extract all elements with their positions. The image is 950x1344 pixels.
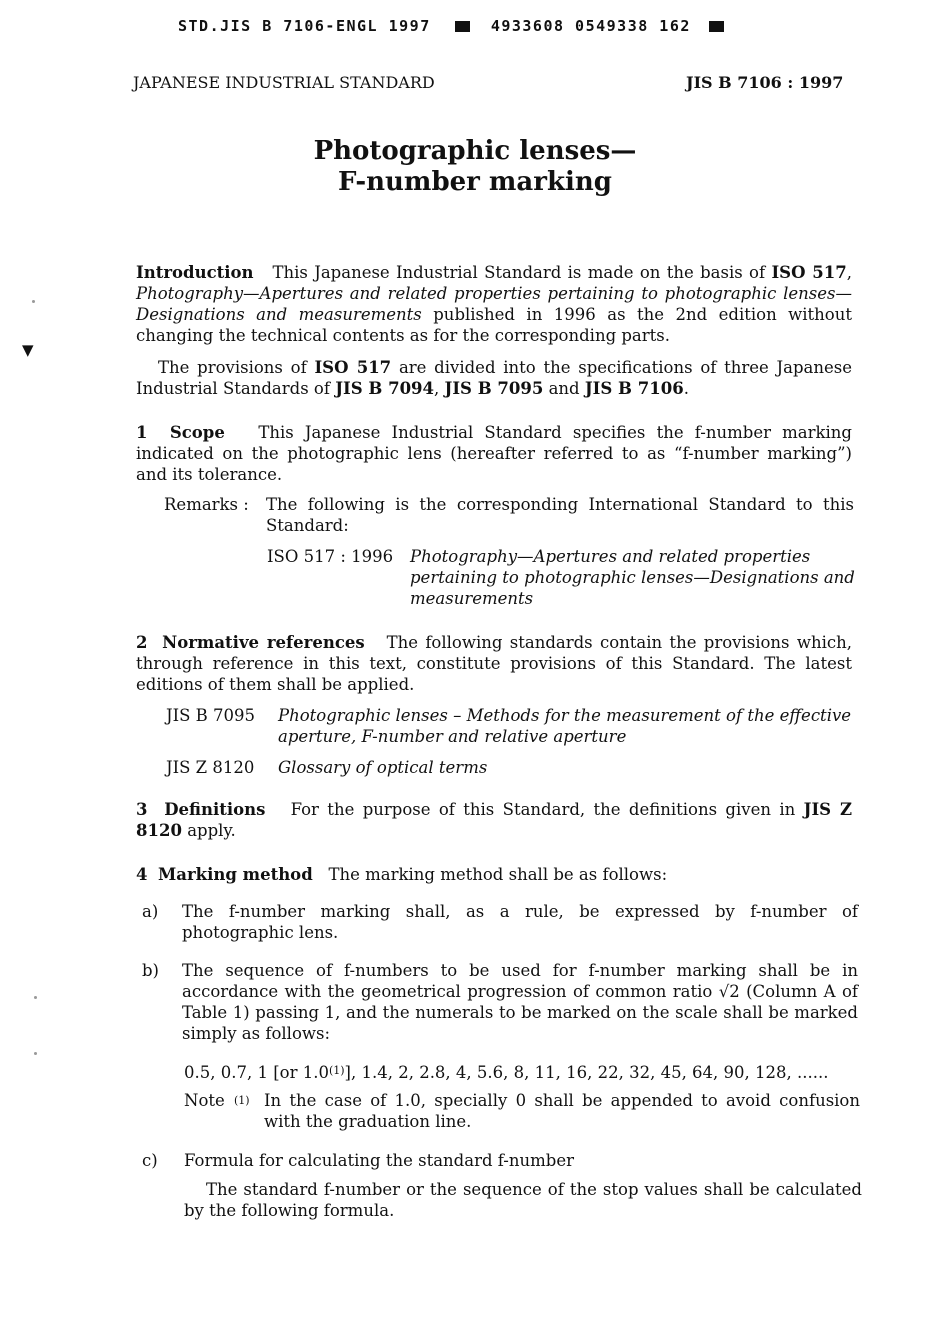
sequence-rest: ], 1.4, 2, 2.8, 4, 5.6, 8, 11, 16, 22, 32, 45, 64, 90, 128, ...... xyxy=(344,1063,829,1082)
standard-type: JAPANESE INDUSTRIAL STANDARD xyxy=(133,73,435,92)
normative-ref-id: JIS B 7095 xyxy=(166,706,256,725)
scope-text: This Japanese Industrial Standard specifies the f-number marking indicated on the photographic lens (hereafter referred to as “f-number marking”) and its tolerance. xyxy=(136,423,852,484)
sequence-start: 0.5, 0.7, 1 [or 1.0 xyxy=(184,1063,329,1082)
introduction-text-end: published in 1996 as the 2nd edition without changing the technical contents as for the corresponding parts. xyxy=(136,305,852,345)
definitions-paragraph xyxy=(136,799,852,841)
iso-reference: ISO 517 xyxy=(771,263,847,282)
normative-text: The following standards contain the provisions which, through reference in this text, constitute provisions of this Standard. The latest editions of them shall be applied. xyxy=(136,633,852,694)
list-item xyxy=(142,901,858,943)
scope-heading: Scope xyxy=(169,423,225,442)
document-code: STD.JIS B 7106-ENGL 1997 xyxy=(178,17,431,35)
scope-number: 1 xyxy=(136,423,148,442)
introduction-text: This Japanese Industrial Standard is made on the basis of xyxy=(272,263,766,282)
remarks-text: The following is the corresponding International Standard to this Standard: xyxy=(266,495,854,535)
intro2-std-1: JIS B 7094 xyxy=(335,379,435,398)
normative-ref-item xyxy=(166,757,856,778)
definitions-number: 3 xyxy=(136,800,148,819)
normative-ref-title: Glossary of optical terms xyxy=(278,758,488,777)
scope-remarks xyxy=(164,494,854,536)
scan-speck xyxy=(34,1052,37,1055)
fnumber-sequence xyxy=(184,1060,864,1083)
intro2-end: . xyxy=(683,379,689,398)
definitions-heading: Definitions xyxy=(164,800,266,819)
normative-number: 2 xyxy=(136,633,148,652)
document-code-line xyxy=(178,16,724,37)
note-number: (1) xyxy=(234,1094,250,1107)
standard-id: JIS B 7106 : 1997 xyxy=(686,73,844,92)
sequence-footnote-ref: (1) xyxy=(328,1064,345,1077)
normative-ref-list xyxy=(166,705,856,778)
remarks-label: Remarks : xyxy=(164,495,249,514)
definitions-text: For the purpose of this Standard, the definitions given in xyxy=(290,800,796,819)
intro2-text-mid: are divided into the specifications of three Japanese Industrial Standards of xyxy=(136,358,853,398)
barcode-block-icon xyxy=(455,21,470,32)
introduction-heading: Introduction xyxy=(136,263,254,282)
document-barcode-number: 4933608 0549338 162 xyxy=(490,17,691,35)
scope-ref-id: ISO 517 : 1996 xyxy=(267,547,394,566)
intro2-text: The provisions of xyxy=(158,358,307,377)
page-title xyxy=(0,136,950,198)
intro2-std-2: JIS B 7095 xyxy=(444,379,544,398)
list-item-text: The sequence of f-numbers to be used for f-number marking shall be in accordance with the geometrical progression of common ratio √2 (Column A of Table 1) passing 1, and the numerals to be marked on the scale shall be marked simply as follows: xyxy=(182,961,858,1043)
title-line-2: F-number marking xyxy=(338,167,612,197)
scope-iso-reference xyxy=(267,546,855,609)
scan-speck xyxy=(32,300,35,303)
marking-number: 4 xyxy=(136,865,148,884)
list-item-text: Formula for calculating the standard f-number xyxy=(184,1151,574,1170)
note-text: In the case of 1.0, specially 0 shall be appended to avoid confusion with the graduation line. xyxy=(264,1091,860,1131)
scope-ref-title: Photography—Apertures and related properties pertaining to photographic lenses—Designations and measurements xyxy=(410,547,855,608)
marking-text: The marking method shall be as follows: xyxy=(328,865,668,884)
barcode-block-icon xyxy=(709,21,724,32)
marking-heading: Marking method xyxy=(157,865,313,884)
normative-ref-id: JIS Z 8120 xyxy=(166,758,255,777)
normative-ref-title: Photographic lenses – Methods for the measurement of the effective aperture, F-number and relative aperture xyxy=(278,706,852,746)
list-item-text: The f-number marking shall, as a rule, be expressed by f-number of photographic lens. xyxy=(182,902,858,942)
intro2-std-3: JIS B 7106 xyxy=(584,379,684,398)
iso-title: Photography—Apertures and related properties pertaining to photographic lenses—Designations and measurements xyxy=(136,284,852,324)
formula-intro: The standard f-number or the sequence of the stop values shall be calculated by the following formula. xyxy=(184,1180,862,1220)
definitions-text-end: apply. xyxy=(187,821,236,840)
intro2-and: and xyxy=(548,379,580,398)
note-label: Note xyxy=(184,1091,225,1110)
scope-paragraph xyxy=(136,422,852,485)
introduction-paragraph: Introduction This Japanese Industrial Standard is made on the basis of ISO 517, Photography—Apertures and related properties pertaining to photographic lenses—Designations and measurements published in 1996 as the 2nd edition without changing the technical contents as for the corresponding parts. xyxy=(136,263,852,345)
introduction-paragraph-2: The provisions of ISO 517 are divided into the specifications of three Japanese Industrial Standards of JIS B 7094, JIS B 7095 and JIS B 7106. xyxy=(136,358,853,398)
list-item-label: a) xyxy=(142,902,159,921)
list-item xyxy=(142,1150,858,1171)
normative-ref-item xyxy=(166,705,856,747)
intro2-iso: ISO 517 xyxy=(314,358,392,377)
note xyxy=(184,1090,860,1132)
title-line-1: Photographic lenses— xyxy=(313,136,637,166)
normative-paragraph xyxy=(136,632,852,695)
marking-paragraph xyxy=(136,864,852,885)
normative-heading: Normative references xyxy=(162,633,365,652)
list-item-label: b) xyxy=(142,961,159,980)
list-item xyxy=(142,960,858,1044)
scan-speck xyxy=(34,996,37,999)
list-item-label: c) xyxy=(142,1151,158,1170)
margin-arrow-icon: ▼ xyxy=(22,341,34,359)
definitions-ref: JIS Z 8120 xyxy=(136,800,852,840)
